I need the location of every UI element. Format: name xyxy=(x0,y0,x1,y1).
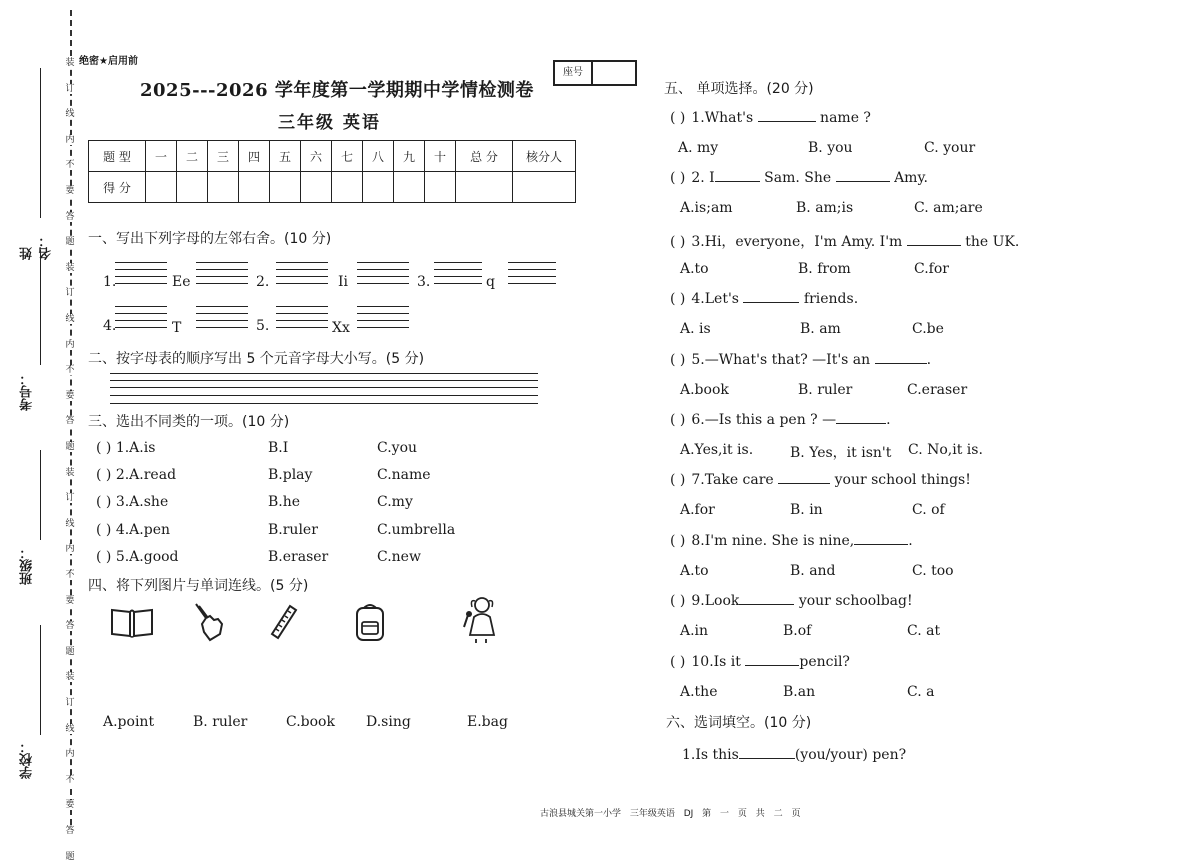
table-cell: 二 xyxy=(177,141,208,172)
option-b: B.eraser xyxy=(268,549,329,565)
option-b: B.he xyxy=(268,494,301,510)
answer-parentheses[interactable]: ( ) xyxy=(670,351,686,368)
option-c: C. your xyxy=(924,140,976,156)
letter-writing-line[interactable] xyxy=(196,283,248,284)
option-b: B.an xyxy=(783,683,816,700)
question-row xyxy=(670,352,931,368)
letter-writing-line[interactable] xyxy=(196,327,248,328)
table-cell: 七 xyxy=(332,141,363,172)
option-a: A.is;am xyxy=(680,200,733,217)
option-a: A. my xyxy=(678,140,719,156)
letter-writing-line[interactable] xyxy=(196,276,248,277)
letter-writing-line[interactable] xyxy=(196,313,248,314)
question-text: your school things! xyxy=(830,472,971,489)
letter-writing-line[interactable] xyxy=(115,283,167,284)
answer-parentheses[interactable]: ( ) xyxy=(670,532,686,549)
match-word: A.point xyxy=(103,714,155,730)
seal-char: 不 xyxy=(65,160,75,171)
section-4-heading: 四、将下列图片与单词连线。(5 分) xyxy=(88,578,309,594)
option-b: B. in xyxy=(790,502,823,519)
exam-number-field xyxy=(18,250,48,430)
letter-writing-line[interactable] xyxy=(434,283,482,284)
score-cell[interactable] xyxy=(332,172,363,203)
question-row xyxy=(670,110,871,126)
option-a: A.in xyxy=(680,623,709,640)
letter-writing-line[interactable] xyxy=(276,306,328,307)
option-c: C. No,it is. xyxy=(908,442,983,458)
table-cell: 九 xyxy=(394,141,425,172)
letter-writing-line[interactable] xyxy=(115,276,167,277)
letter-writing-line[interactable] xyxy=(276,327,328,328)
option-b: B. am;is xyxy=(796,200,854,217)
letter-writing-line[interactable] xyxy=(434,262,482,263)
letter-writing-line[interactable] xyxy=(508,262,556,263)
letter-writing-line[interactable] xyxy=(196,306,248,307)
ruler-icon xyxy=(268,604,300,644)
question-text: 5.—What's that? —It's an xyxy=(691,351,875,368)
option-c: C.you xyxy=(377,440,418,456)
score-table-header-row xyxy=(89,141,576,172)
option-a: A.for xyxy=(680,502,715,519)
option-a: A.to xyxy=(680,562,709,579)
question-row xyxy=(670,472,971,488)
school-input-line[interactable] xyxy=(40,625,41,735)
seal-char: 要 xyxy=(65,800,75,811)
question-text: 6.—Is this a pen ? — xyxy=(691,412,837,428)
question-row xyxy=(670,231,1019,251)
letter-writing-line[interactable] xyxy=(276,313,328,314)
pointing-hand-icon xyxy=(190,602,230,642)
seal-char: 订 xyxy=(65,698,75,708)
writing-line[interactable] xyxy=(110,380,538,381)
seal-char: 装 xyxy=(65,58,75,68)
score-table-score-row xyxy=(89,172,576,203)
score-cell[interactable] xyxy=(456,172,513,203)
answer-parentheses[interactable]: ( ) xyxy=(670,170,686,187)
question-text: 10.Is it xyxy=(691,653,746,670)
seal-char: 订 xyxy=(65,83,75,94)
option-a: A.Yes,it is. xyxy=(680,442,754,458)
section-3-heading: 三、选出不同类的一项。(10 分) xyxy=(88,414,290,430)
seal-char: 不 xyxy=(65,365,75,376)
score-cell[interactable] xyxy=(425,172,456,203)
table-cell: 四 xyxy=(239,141,270,172)
option-b: B. Yes，it isn't xyxy=(790,445,892,461)
question-text: name ? xyxy=(815,110,871,126)
answer-blank[interactable] xyxy=(739,758,795,759)
class-field xyxy=(18,450,48,600)
seal-char: 答 xyxy=(65,211,75,222)
answer-blank[interactable] xyxy=(715,181,760,182)
question-row xyxy=(670,170,928,186)
seal-char: 装 xyxy=(65,262,75,273)
letter-writing-line[interactable] xyxy=(508,269,556,270)
question-text: 8.I'm nine. She is nine, xyxy=(691,532,855,549)
letter-writing-line[interactable] xyxy=(357,313,409,314)
question-text: 1.Is this xyxy=(682,747,739,763)
seat-number-label: 座号 xyxy=(555,62,593,84)
letter-writing-line[interactable] xyxy=(196,320,248,321)
option-c: C. am;are xyxy=(914,200,983,217)
seal-char: 题 xyxy=(65,646,75,657)
answer-blank[interactable] xyxy=(907,245,961,246)
table-cell: 一 xyxy=(146,141,177,172)
letter-writing-line[interactable] xyxy=(276,262,328,263)
given-letter: q xyxy=(486,274,495,290)
letter-writing-line[interactable] xyxy=(115,269,167,270)
letter-writing-line[interactable] xyxy=(276,276,328,277)
question-row xyxy=(670,533,913,549)
table-cell: 总 分 xyxy=(456,141,513,172)
letter-writing-line[interactable] xyxy=(276,283,328,284)
question-text: 7.Take care xyxy=(691,472,779,489)
seal-char: 线 xyxy=(65,518,75,529)
score-cell[interactable] xyxy=(177,172,208,203)
question-text: Amy. xyxy=(889,170,928,187)
table-cell: 五 xyxy=(270,141,301,172)
score-cell[interactable] xyxy=(146,172,177,203)
score-cell[interactable] xyxy=(394,172,425,203)
option-a: A.the xyxy=(680,683,718,700)
answer-blank[interactable] xyxy=(739,604,794,605)
table-cell: 核分人 xyxy=(513,141,576,172)
table-cell: 题 型 xyxy=(89,141,146,172)
score-cell[interactable] xyxy=(270,172,301,203)
option-c: C.eraser xyxy=(907,381,968,398)
option-c: C.umbrella xyxy=(377,522,456,538)
score-table xyxy=(88,140,576,203)
writing-line[interactable] xyxy=(110,373,538,374)
class-label: 班级： xyxy=(20,546,35,585)
option-b: B. ruler xyxy=(798,381,853,398)
item-number: 5. xyxy=(256,318,270,334)
seal-char: 不 xyxy=(65,570,75,580)
seal-char: 答 xyxy=(65,416,75,427)
match-word: D.sing xyxy=(366,714,411,730)
letter-writing-line[interactable] xyxy=(276,320,328,321)
answer-parentheses[interactable]: ( ) xyxy=(670,412,686,428)
letter-writing-line[interactable] xyxy=(357,276,409,277)
option-c: C. too xyxy=(912,562,954,579)
question-text: . xyxy=(886,412,891,428)
option-c: C.new xyxy=(377,549,421,565)
letter-writing-line[interactable] xyxy=(196,269,248,270)
exam-number-label: 考号： xyxy=(20,372,35,411)
table-cell: 得 分 xyxy=(89,172,146,203)
given-letter: Xx xyxy=(332,320,350,336)
seal-char: 线 xyxy=(65,109,75,120)
letter-writing-line[interactable] xyxy=(115,327,167,328)
item-number: 3. xyxy=(417,274,431,290)
option-c: C.name xyxy=(377,467,431,483)
score-cell[interactable] xyxy=(301,172,332,203)
writing-line[interactable] xyxy=(110,403,538,404)
schoolbag-icon xyxy=(352,602,388,644)
answer-parentheses[interactable]: ( ) xyxy=(670,593,686,610)
question-text: 1.What's xyxy=(691,110,758,126)
question-text: 9.Look xyxy=(691,593,740,610)
letter-writing-line[interactable] xyxy=(434,276,482,277)
letter-writing-line[interactable] xyxy=(357,327,409,328)
seal-char: 装 xyxy=(65,467,75,478)
match-word: E.bag xyxy=(467,714,508,730)
letter-writing-line[interactable] xyxy=(357,320,409,321)
question-text: 2. I xyxy=(691,170,715,187)
option-c: C.for xyxy=(914,260,949,277)
answer-blank[interactable] xyxy=(758,121,816,122)
letter-writing-line[interactable] xyxy=(115,320,167,321)
letter-writing-line[interactable] xyxy=(115,262,167,263)
option-b: B. and xyxy=(790,562,836,579)
name-field xyxy=(18,60,54,260)
name-label: 姓名： xyxy=(20,234,54,260)
letter-writing-line[interactable] xyxy=(508,276,556,277)
table-cell: 六 xyxy=(301,141,332,172)
option-a: A.to xyxy=(680,260,709,277)
letter-writing-line[interactable] xyxy=(357,269,409,270)
option-b: B.ruler xyxy=(268,522,318,538)
given-letter: T xyxy=(172,320,182,336)
option-a: A. is xyxy=(680,321,711,338)
question-text: ( ) 1.A.is xyxy=(96,440,156,456)
option-b: B.of xyxy=(783,623,812,640)
answer-blank[interactable] xyxy=(875,363,927,364)
page-footer: 古浪县城关第一小学 三年级英语 DJ 第 一 页 共 二 页 xyxy=(540,809,801,819)
seal-char: 要 xyxy=(65,595,75,606)
exam-title: 2025---2026 学年度第一学期期中学情检测卷 xyxy=(140,80,534,101)
option-c: C.be xyxy=(912,321,944,338)
letter-writing-line[interactable] xyxy=(276,269,328,270)
question-row xyxy=(670,291,858,307)
seal-char: 装 xyxy=(65,672,75,683)
item-number: 2. xyxy=(256,274,270,290)
exam-subtitle: 三年级 英语 xyxy=(278,113,381,133)
singing-girl-icon xyxy=(458,595,502,645)
score-cell[interactable] xyxy=(239,172,270,203)
question-text: the UK. xyxy=(960,233,1020,250)
seal-char: 内 xyxy=(65,134,75,145)
letter-writing-line[interactable] xyxy=(357,283,409,284)
question-text: (you/your) pen? xyxy=(794,747,907,763)
answer-blank[interactable] xyxy=(836,181,890,182)
name-input-line[interactable] xyxy=(40,68,41,218)
book-icon xyxy=(110,606,154,638)
option-c: C. at xyxy=(907,623,941,640)
option-c: C.my xyxy=(377,494,413,510)
confidential-mark: 绝密★启用前 xyxy=(79,56,138,67)
question-text: . xyxy=(926,351,932,368)
score-cell[interactable] xyxy=(363,172,394,203)
option-b: B.play xyxy=(268,467,313,483)
seal-char: 答 xyxy=(65,621,75,632)
section-2-heading: 二、按字母表的顺序写出 5 个元音字母大小写。(5 分) xyxy=(88,351,425,367)
seal-char: 答 xyxy=(65,826,75,836)
section-6-heading: 六、选词填空。(10 分) xyxy=(666,715,812,731)
seal-char: 要 xyxy=(65,390,75,401)
answer-parentheses[interactable]: ( ) xyxy=(670,291,686,308)
question-text: ( ) 2.A.read xyxy=(96,467,177,483)
seal-char: 题 xyxy=(65,237,75,248)
question-text: ( ) 5.A.good xyxy=(96,549,179,565)
answer-blank[interactable] xyxy=(854,544,908,545)
question-row xyxy=(670,593,913,609)
question-text: . xyxy=(908,532,913,549)
letter-writing-line[interactable] xyxy=(115,313,167,314)
section-1-heading: 一、写出下列字母的左邻右舍。(10 分) xyxy=(88,231,332,247)
score-cell[interactable] xyxy=(513,172,576,203)
letter-writing-line[interactable] xyxy=(508,283,556,284)
seal-char: 题 xyxy=(65,442,75,452)
seal-char: 不 xyxy=(65,774,75,785)
writing-line[interactable] xyxy=(110,387,538,388)
match-word: B. ruler xyxy=(193,714,248,730)
match-word: C.book xyxy=(286,714,335,730)
answer-blank[interactable] xyxy=(743,302,799,303)
question-text: 4.Let's xyxy=(691,291,744,308)
question-text: friends. xyxy=(799,291,859,308)
option-c: C. of xyxy=(912,502,945,519)
class-input-line[interactable] xyxy=(40,450,41,540)
question-text: 3.Hi，everyone，I'm Amy. I'm xyxy=(691,233,907,250)
seal-char: 订 xyxy=(65,493,75,504)
given-letter: Ee xyxy=(172,274,191,290)
school-field xyxy=(18,625,48,785)
answer-blank[interactable] xyxy=(778,483,830,484)
option-b: B. am xyxy=(800,321,841,338)
answer-blank[interactable] xyxy=(745,665,799,666)
question-text: your schoolbag! xyxy=(794,593,913,610)
section-5-heading: 五、 单项选择。(20 分) xyxy=(664,81,814,97)
question-text: ( ) 3.A.she xyxy=(96,494,169,510)
option-b: B. you xyxy=(808,140,853,156)
seal-char: 题 xyxy=(65,851,75,862)
option-b: B.I xyxy=(268,440,289,456)
score-cell[interactable] xyxy=(208,172,239,203)
table-cell: 八 xyxy=(363,141,394,172)
item-number: 4. xyxy=(103,318,117,334)
given-letter: Ii xyxy=(338,274,349,290)
question-row xyxy=(670,654,850,670)
seal-char: 内 xyxy=(65,749,75,760)
table-cell: 十 xyxy=(425,141,456,172)
seal-char: 线 xyxy=(65,723,75,734)
item-number: 1. xyxy=(103,274,117,290)
school-label: 学校： xyxy=(20,740,35,779)
question-text: ( ) 4.A.pen xyxy=(96,522,171,538)
letter-writing-line[interactable] xyxy=(357,262,409,263)
letter-writing-line[interactable] xyxy=(434,269,482,270)
seat-number-input[interactable] xyxy=(593,62,635,84)
option-c: C. a xyxy=(907,683,935,700)
option-b: B. from xyxy=(798,260,851,277)
letter-writing-line[interactable] xyxy=(115,306,167,307)
answer-blank[interactable] xyxy=(836,423,886,424)
option-a: A.book xyxy=(680,381,729,398)
letter-writing-line[interactable] xyxy=(196,262,248,263)
answer-parentheses[interactable]: ( ) xyxy=(670,653,686,670)
writing-line[interactable] xyxy=(110,395,538,396)
question-row xyxy=(670,412,891,428)
answer-parentheses[interactable]: ( ) xyxy=(670,110,686,126)
seal-char: 内 xyxy=(65,339,75,350)
exam-number-input-line[interactable] xyxy=(40,250,41,365)
seat-number-box xyxy=(553,60,637,86)
letter-writing-line[interactable] xyxy=(357,306,409,307)
seal-char: 订 xyxy=(65,288,75,299)
answer-parentheses[interactable]: ( ) xyxy=(670,233,686,250)
seal-char: 线 xyxy=(65,314,75,324)
table-cell: 三 xyxy=(208,141,239,172)
question-text: pencil? xyxy=(799,653,850,670)
answer-parentheses[interactable]: ( ) xyxy=(670,472,686,489)
seal-char: 要 xyxy=(65,186,75,196)
fill-blank-question-1 xyxy=(682,747,906,763)
seal-char: 内 xyxy=(65,544,75,555)
question-text: Sam. She xyxy=(759,170,836,187)
